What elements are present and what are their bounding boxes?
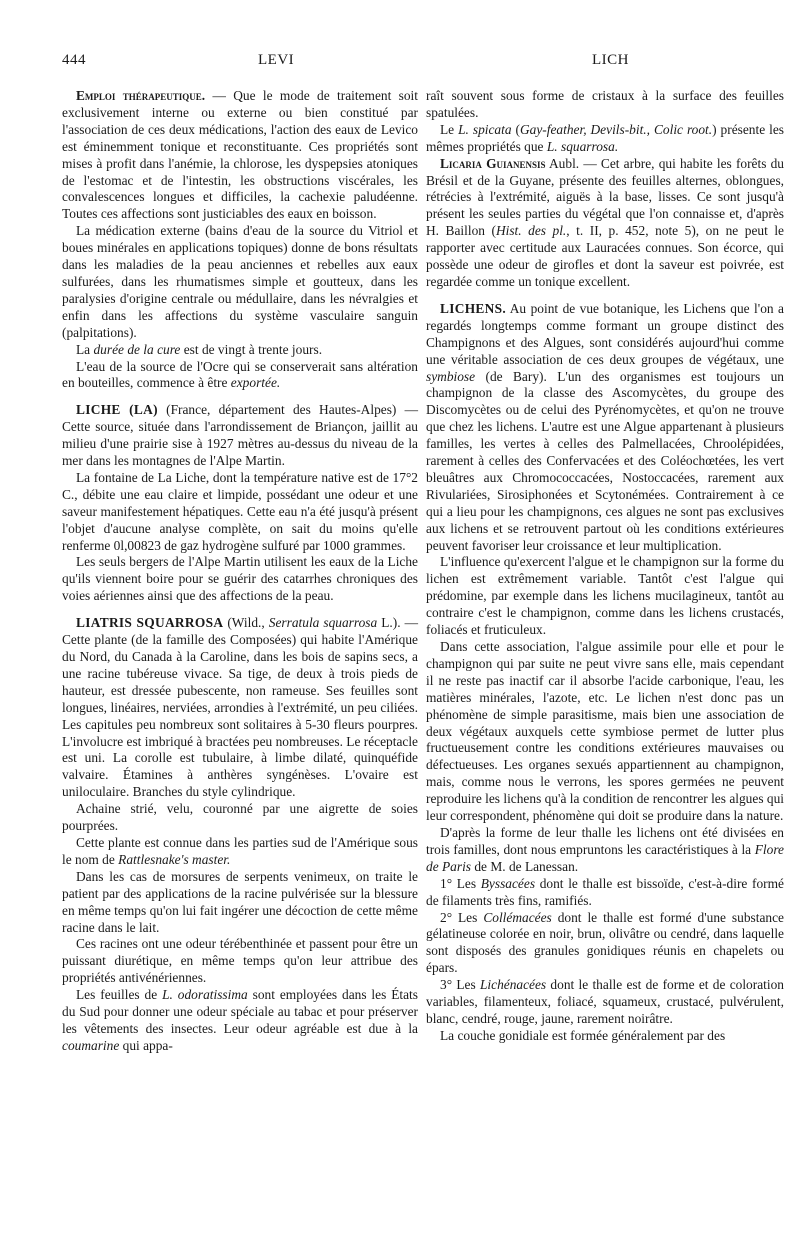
paragraph: La durée de la cure est de vingt à trente jours.: [76, 341, 323, 357]
entry-licaria: Licaria Guianensis Aubl. — Cet arbre, qui habite les forêts du Brésil et de la Guyane, présente des feuilles alternes, oblongues, rétrécies à l'extrémité, aiguës à la base, lisses. Ce sont jusqu'à présent les seules parties du végétal que l'on connaisse et, d'après H. Baillon (Hist. des pl., t. II, p. 452, note 5), on ne peut le rapporter avec certitude aux Lauracées connues. Son écorce, qui possède une odeur de girofles et dont la saveur est poivrée, est regardée comme un tonique excellent.: [426, 155, 785, 289]
left-column: [62, 88, 418, 1055]
paragraph: L'influence qu'exercent l'algue et le champignon sur la forme du lichen est extrêmement variable. Tantôt c'est l'algue qui prédomine, par exemple dans les lichens mucilagineux, tantôt au contraire c'est le champignon, comme dans les lichens crustacés, foliacés et fruticuleux.: [426, 554, 784, 638]
entry-lichens: LICHENS. Au point de vue botanique, les Lichens que l'on a regardés longtemps comme formant un groupe distinct des Champignons et des Algues, sont considérés aujourd'hui comme une véritable association de ces deux groupes de végétaux, une symbiose (de Bary). L'un des organismes est toujours un champignon de la classe des Ascomycètes, du groupe des Discomycètes ou de celui des Pyrénomycètes, et qu'on ne trouve que chez les lichens. L'autre est une Algue appartenant à plusieurs familles, les vertes à celles des Palmellacées, Chroolépidées, rarement à celles des Confervacées et des Coléochœtées, les vert bleuâtres aux Chromococcacées, Nostoccacées, rarement aux Rivulariées, Sirosiphonées et Scytonémées. Contrairement à ce qui a lieu pour les champignons, ces algues ne sont pas exclusives aux lichens et se retrouvent partout où les conditions extérieures peuvent favoriser leur croissance et leur multiplication.: [426, 300, 784, 553]
right-column: [426, 88, 784, 1045]
entry-liatris: LIATRIS SQUARROSA (Wild., Serratula squarrosa L.). — Cette plante (de la famille des Composées) qui habite l'Amérique du Nord, du Canada à la Caroline, dans les bois de sapins secs, a une racine tubéreuse vivace. Sa tige, de deux à trois pieds de hauteur, est dressée pubescente, non rameuse. Ses feuilles sont longues, linéaires, nerviées, arrondies à l'extrémité, un peu ciliées. Les capitules peu nombreux sont solitaires à 5-30 fleurs pourpres. L'involucre est imbriqué à bractées peu nombreuses. Le réceptacle est uni. La corolle est tubulaire, à limbe dilaté, quinquéfide valvaire. Étamines à anthères syngénèses. L'ovaire est uniloculaire. Branches du style cylindrique.: [62, 615, 419, 800]
paragraph: Le L. spicata (Gay-feather, Devils-bit., Colic root.) présente les mêmes propriétés que L. squarrosa.: [426, 121, 784, 154]
paragraph: Achaine strié, velu, couronné par une aigrette de soies pourprées.: [62, 801, 418, 834]
section-heading: Emploi thérapeutique.: [76, 88, 206, 103]
paragraph: Les feuilles de L. odoratissima sont employées dans les États du Sud pour donner une odeur spéciale au tabac et pour préserver les vêtements des insectes. Leur odeur agréable est due à la coumarine qui appa-: [62, 987, 418, 1053]
paragraph: raît souvent sous forme de cristaux à la surface des feuilles spatulées.: [426, 88, 784, 120]
entry-liche: LICHE (LA) (France, département des Hautes-Alpes) — Cette source, située dans l'arrondissement de Briançon, jaillit au milieu d'une prairie sise à 1927 mètres au-dessus du niveau de la mer dans les montagnes de l'Alpe Martin.: [62, 402, 418, 469]
entry-heading: LIATRIS SQUARROSA: [76, 615, 224, 631]
paragraph: L'eau de la source de l'Ocre qui se conserverait sans altération en bouteilles, commence à être exportée.: [62, 358, 418, 391]
paragraph: Emploi thérapeutique. — Que le mode de traitement soit exclusivement interne ou externe ou bien constitué par l'association de ces deux médications, l'action des eaux de Levico est éminemment tonique et reconstituante. Ces propriétés sont mises à profit dans l'anémie, la chlorose, les dyspepsies atoniques de l'estomac et de l'intestin, les obstructions viscérales, les convalescences longues et difficiles, la cachexie paludéenne. Toutes ces affections sont justiciables des eaux en boisson.: [62, 88, 418, 222]
paragraph: La couche gonidiale est formée généralement par des: [440, 1027, 726, 1043]
paragraph: Dans les cas de morsures de serpents venimeux, on traite le patient par des applications de la racine pulvérisée sur la blessure en même temps qu'on lui fait ingérer une décoction de cette même racine dans le lait.: [62, 868, 418, 935]
list-item: 2° Les Collémacées dont le thalle est formé d'une substance gélatineuse colorée en noir, brun, olivâtre ou cendré, dans laquelle sont disposés des granules gonidiques réunis en chapelets ou épars.: [426, 909, 784, 976]
page-number: 444: [62, 52, 86, 68]
paragraph: Dans cette association, l'algue assimile pour elle et pour le champignon qui par suite ne peut vivre sans elle, mais cependant il ne reste pas inactif car il absorbe l'acide carbonique, l'eau, les matières minérales, l'azote, etc. Le lichen n'est donc pas un phénomène de simple parasitisme, mais bien une association de deux végétaux auxquels cette symbiose permet de lutter plus fructueusement contre les conditions extérieures mauvaises ou défectueuses. Les organes sexués appartiennent au champignon, mais, comme nous le verrons, les spores germées ne peuvent reproduire les lichens qu'à la condition de rencontrer les algues qui leur correspondent, phénomène qui doit se produire dans la nature.: [426, 639, 784, 824]
list-item: 1° Les Byssacées dont le thalle est bissoïde, c'est-à-dire formé de filaments très fins, ramifiés.: [426, 875, 784, 908]
list-item: 3° Les Lichénacées dont le thalle est de forme et de coloration variables, filamenteux, foliacé, squameux, crustacé, pulvérulent, blanc, cendré, rouge, jaune, rarement noirâtre.: [426, 977, 784, 1026]
paragraph: D'après la forme de leur thalle les lichens ont été divisées en trois familles, dont nous empruntons les caractéristiques à la Flore de Paris de M. de Lanessan.: [426, 824, 784, 874]
running-head-left: LEVI: [258, 52, 295, 68]
entry-heading: Licaria Guianensis: [440, 155, 546, 171]
entry-heading: LICHENS.: [440, 300, 507, 316]
paragraph: La médication externe (bains d'eau de la source du Vitriol et boues minérales en applications topiques) donne de bons résultats dans les maladies de la peau anciennes et rebelles aux eaux sulfurées, dans les rhumatismes simple et goutteux, dans les paralysies d'origine centrale ou médullaire, dans les névralgies et enfin dans les affections du système vasculaire sanguin (palpitations).: [62, 223, 418, 340]
entry-heading: LICHE (LA): [76, 402, 158, 418]
running-header: [62, 52, 744, 76]
paragraph: La fontaine de La Liche, dont la température native est de 17°2 C., débite une eau claire et limpide, possédant une odeur et une saveur manifestement hépatiques. Cette eau n'a été jusqu'à présent l'objet d'aucune analyse complète, on sait du moins qu'elle renferme 0l,00823 de gaz hydrogène sulfuré par 1000 grammes.: [62, 469, 418, 553]
paragraph: Cette plante est connue dans les parties sud de l'Amérique sous le nom de Rattlesnake's master.: [62, 834, 418, 867]
paragraph: Ces racines ont une odeur térébenthinée et passent pour être un puissant diurétique, en même temps qu'on leur attribue des propriétés antivénériennes.: [62, 936, 418, 986]
running-head-right: LICH: [592, 52, 629, 68]
paragraph: Les seuls bergers de l'Alpe Martin utilisent les eaux de la Liche qu'ils viennent boire pour se guérir des catarrhes chroniques des voies aériennes ainsi que des affections de la peau.: [62, 554, 418, 604]
